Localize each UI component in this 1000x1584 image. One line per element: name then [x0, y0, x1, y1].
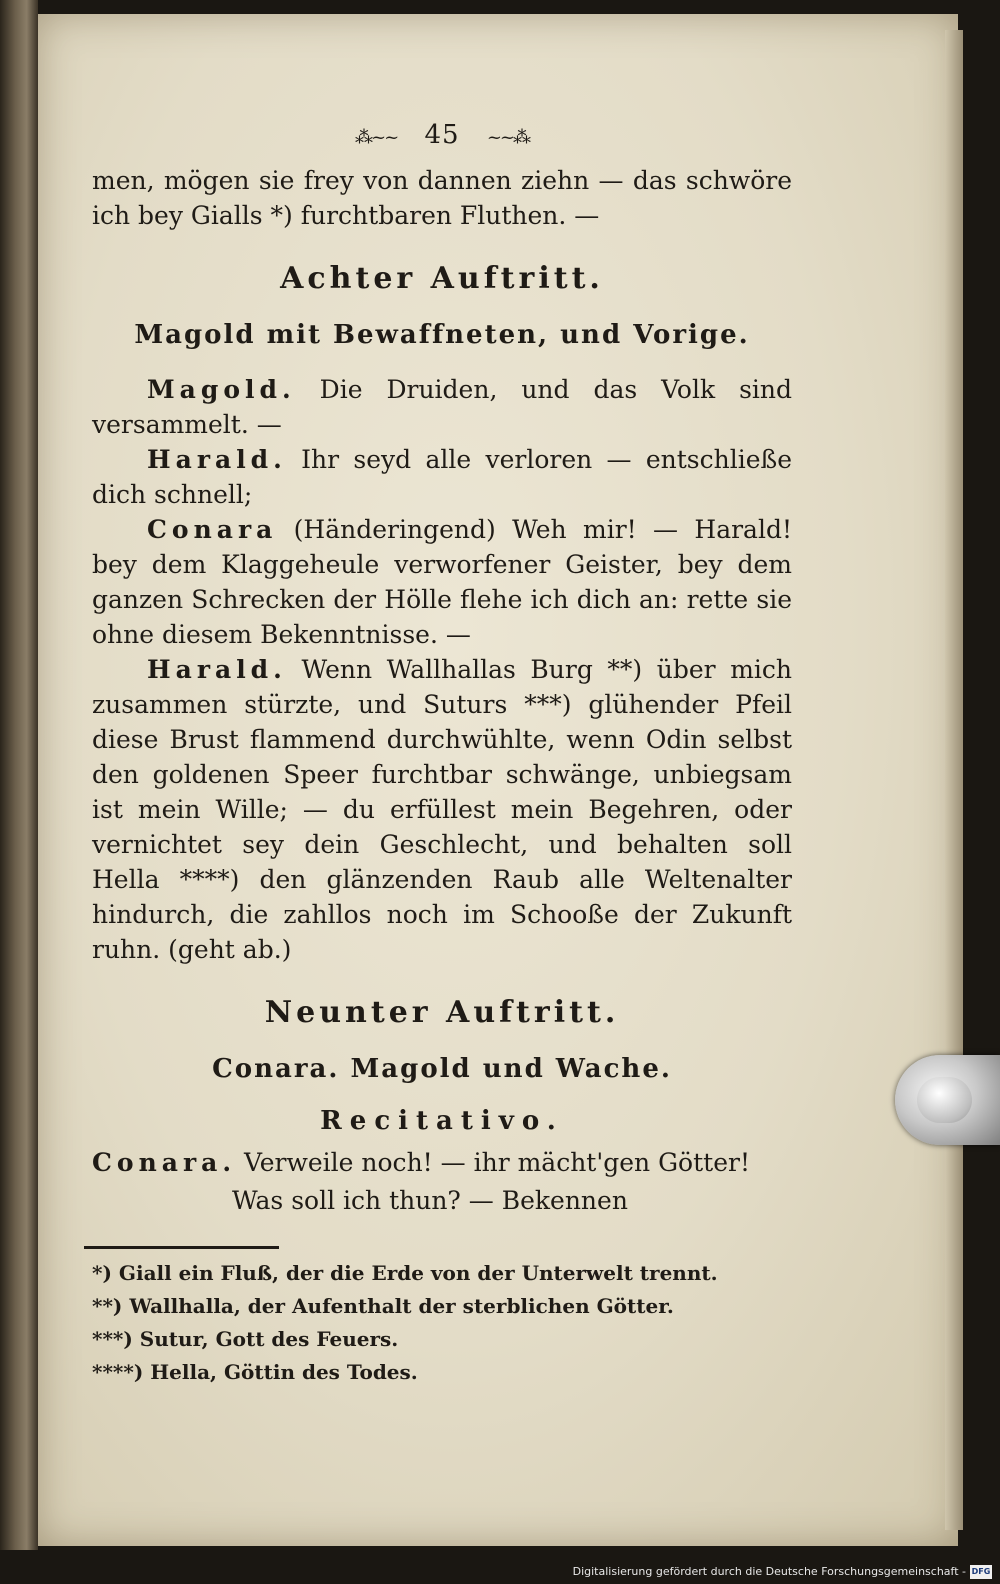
footnote-4: ****) Hella, Göttin des Todes. — [92, 1360, 418, 1384]
speaker-name: Conara — [147, 515, 278, 544]
dfg-logo-icon: DFG — [970, 1565, 992, 1579]
footnote-1: *) Giall ein Fluß, der die Erde von der Unterwelt trennt. — [92, 1261, 718, 1285]
verse-text: Verweile noch! — ihr mächt'gen Götter! — [236, 1148, 750, 1177]
page-stack-edge — [945, 30, 963, 1530]
funding-credit: Digitalisierung gefördert durch die Deutsche Forschungsgemeinschaft - — [572, 1565, 966, 1578]
speech-text: (Händeringend) Weh mir! — Harald! bey dem Klaggeheule verworfener Geister, bey dem ganzen Schrecken der Hölle flehe ich dich an: rette sie ohne diesem Bekenntnisse. — — [92, 515, 792, 649]
speech-magold — [92, 372, 792, 442]
footer-bar — [0, 1550, 1000, 1584]
speech-conara — [92, 512, 792, 652]
speaker-name: Harald. — [147, 445, 287, 474]
paragraph-continuation: men, mögen sie frey von dannen ziehn — das schwöre ich bey Gialls *) furchtbaren Fluthen. — — [92, 166, 792, 230]
page-header — [92, 115, 792, 163]
footnote-3: ***) Sutur, Gott des Feuers. — [92, 1327, 399, 1351]
page-number: 45 — [424, 120, 460, 150]
ornament-left: ⁂~~ — [355, 127, 398, 148]
speech-text: Ihr seyd alle verloren — entschließe dich schnell; — [92, 445, 792, 509]
cast-list-9: Conara. Magold und Wache. — [212, 1054, 672, 1084]
speech-harald-2 — [92, 652, 792, 967]
footnote-2: **) Wallhalla, der Aufenthalt der sterblichen Götter. — [92, 1294, 674, 1318]
verse-line-2: Was soll ich thun? — Bekennen — [232, 1186, 628, 1215]
speaker-name: Conara. — [92, 1148, 237, 1177]
speaker-name: Magold. — [147, 375, 296, 404]
speech-harald-1 — [92, 442, 792, 512]
book-spine-edge — [0, 0, 38, 1550]
page-clip — [895, 1055, 1000, 1145]
footnote-divider — [84, 1246, 279, 1249]
scene-heading-8: Achter Auftritt. — [280, 261, 604, 296]
page-content — [92, 115, 792, 1389]
speaker-name: Harald. — [147, 655, 287, 684]
ornament-right: ~~⁂ — [486, 127, 529, 148]
scene-heading-9: Neunter Auftritt. — [264, 995, 620, 1030]
cast-list-8: Magold mit Bewaffneten, und Vorige. — [134, 320, 750, 350]
verse-line-1 — [92, 1144, 792, 1182]
speech-text: Wenn Wallhallas Burg **) über mich zusammen stürzte, und Suturs ***) glühender Pfeil diese Brust flammend durchwühlte, wenn Odin selbst den goldenen Speer furchtbar schwänge, unbiegsam ist mein Wille; — du erfüllest mein Begehren, oder vernichtet sey dein Geschlecht, und behalten soll Hella ****) den glänzenden Raub alle Weltenalter hindurch, die zahllos noch im Schooße der Zukunft ruhn. (geht ab.) — [92, 655, 792, 964]
recitativo-label: Recitativo. — [320, 1106, 564, 1136]
speech-text: Die Druiden, und das Volk sind versammelt. — — [92, 375, 792, 439]
